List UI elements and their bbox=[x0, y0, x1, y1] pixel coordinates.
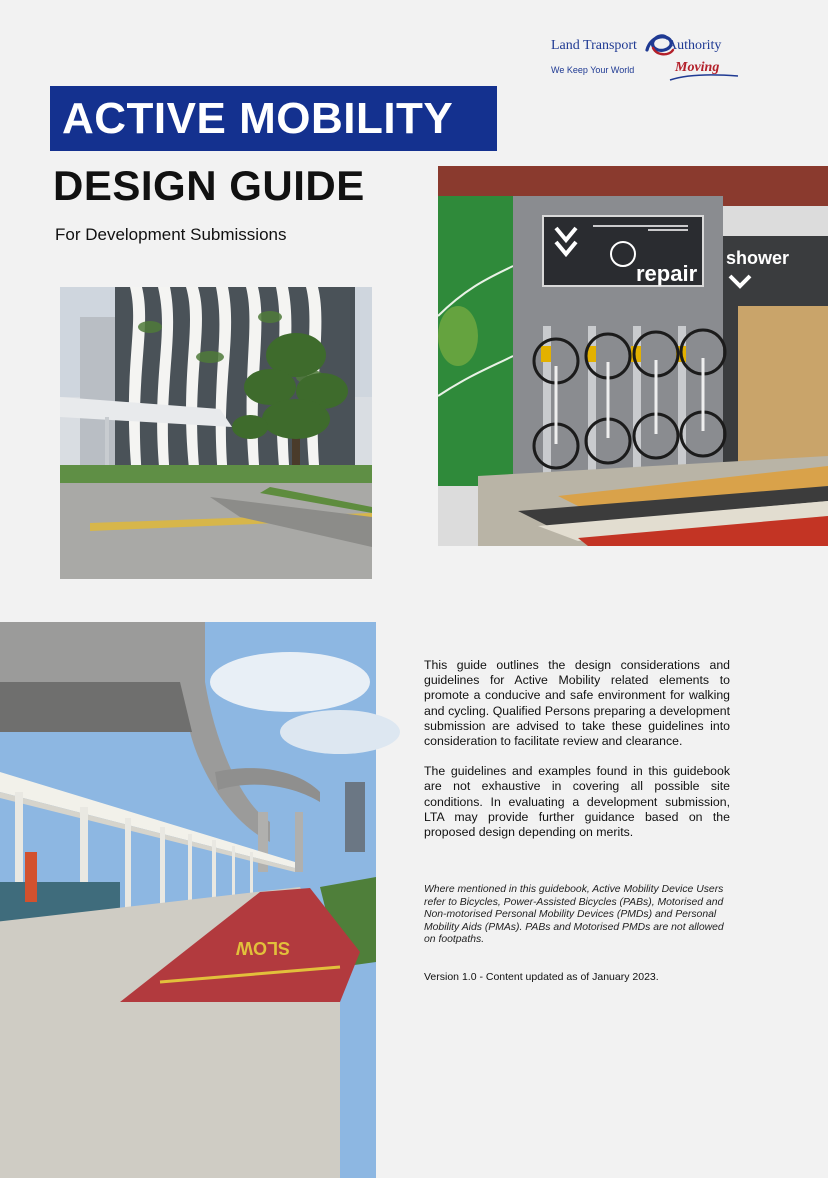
logo-name-right: Authority bbox=[666, 38, 722, 53]
knot-logo-icon bbox=[643, 30, 677, 60]
device-note: Where mentioned in this guidebook, Active Mobility Device Users refer to Bicycles, Power-Assisted Bicycles (PABs), Motorised and Non-motorised Personal Mobility Devices (PMDs) and Personal Mobility Aids (PMAs). PABs and Motorised PMDs are not allowed on footpaths. bbox=[424, 884, 724, 946]
building-photo bbox=[60, 287, 372, 579]
subtitle: For Development Submissions bbox=[55, 225, 287, 244]
logo-name-left: Land Transport bbox=[551, 38, 637, 53]
logo-wordmark bbox=[551, 38, 721, 54]
logo-tagline: We Keep Your World bbox=[551, 65, 635, 75]
title-line1: ACTIVE MOBILITY bbox=[62, 93, 454, 143]
swoosh-icon bbox=[668, 72, 740, 82]
intro-text bbox=[424, 658, 730, 855]
lane-marking: SLOW bbox=[236, 938, 290, 958]
bike-rack-photo bbox=[438, 166, 828, 546]
sign-shower: shower bbox=[726, 248, 790, 268]
sign-repair: repair bbox=[636, 261, 698, 286]
version-note: Version 1.0 - Content updated as of January 2023. bbox=[424, 971, 659, 983]
lta-logo bbox=[548, 30, 748, 86]
intro-paragraph-1: This guide outlines the design considerations and guidelines for Active Mobility related elements to promote a conducive and safe environment for walking and cycling. Qualified Persons preparing a development submission are advised to take these guidelines into consideration to facilitate review and clearance. bbox=[424, 658, 730, 749]
covered-path-photo bbox=[0, 622, 376, 1178]
title-banner bbox=[50, 86, 497, 151]
intro-paragraph-2: The guidelines and examples found in this guidebook are not exhaustive in covering all possible site conditions. In evaluating a development submission, LTA may provide further guidance based on the proposed design depending on merits. bbox=[424, 764, 730, 840]
title-line2: DESIGN GUIDE bbox=[53, 162, 365, 209]
logo-tagline-script: Moving bbox=[675, 60, 720, 75]
